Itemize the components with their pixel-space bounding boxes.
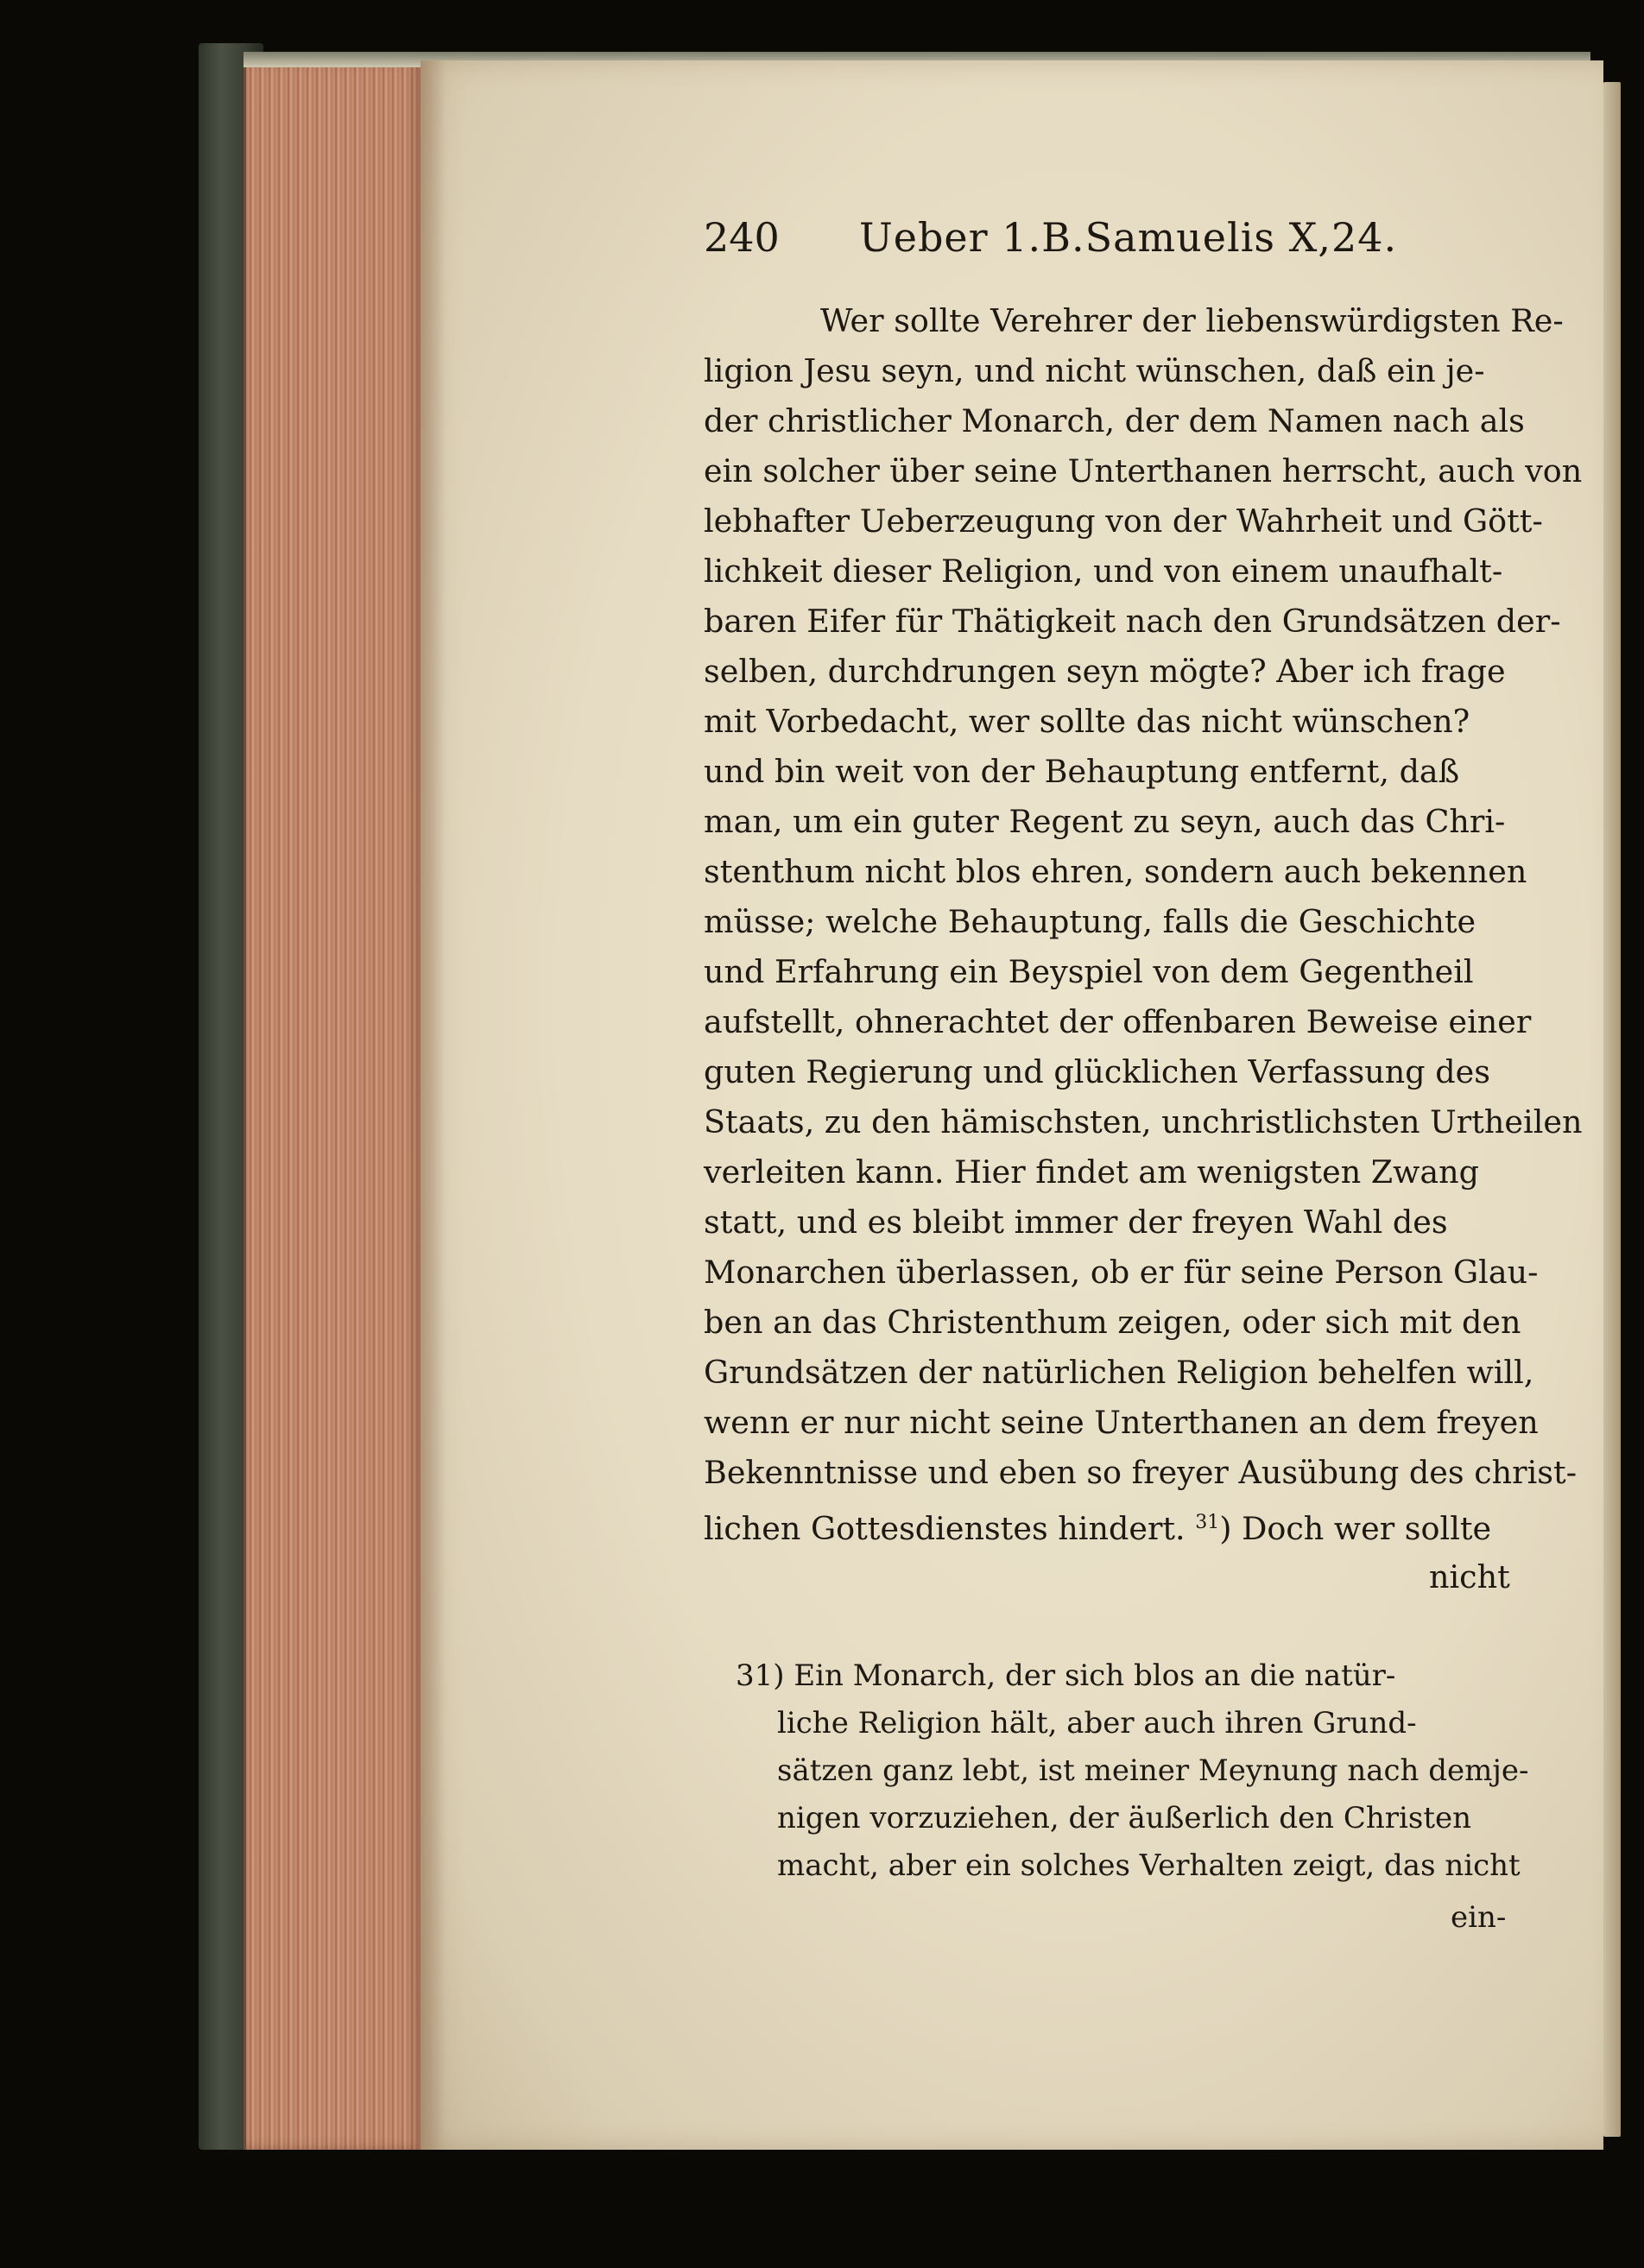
catchword: nicht xyxy=(1429,1558,1510,1595)
footnote-catchword: ein- xyxy=(1451,1900,1507,1935)
body-line: statt, und es bleibt immer der freyen Wahl des xyxy=(704,1203,1448,1241)
body-last-line-end: ) Doch wer sollte xyxy=(1219,1510,1492,1548)
page-number: 240 xyxy=(704,214,780,261)
body-line: man, um ein guter Regent zu seyn, auch das Chri- xyxy=(704,803,1506,840)
body-line: Staats, zu den hämischsten, unchristlichsten Urtheilen xyxy=(704,1103,1583,1140)
body-line: Monarchen überlassen, ob er für seine Person Glau- xyxy=(704,1254,1539,1291)
body-line: Grundsätzen der natürlichen Religion behelfen will, xyxy=(704,1354,1534,1391)
body-line: und Erfahrung ein Beyspiel von dem Gegentheil xyxy=(704,953,1474,990)
page-gutter-shadow xyxy=(420,60,445,2150)
body-line: Bekenntnisse und eben so freyer Ausübung des christ- xyxy=(704,1454,1578,1491)
body-line: selben, durchdrungen seyn mögte? Aber ich frage xyxy=(704,653,1506,690)
body-line: guten Regierung und glücklichen Verfassung des xyxy=(704,1053,1490,1090)
running-title: Ueber 1.B.Samuelis X,24. xyxy=(859,214,1398,261)
footnote-line: liche Religion hält, aber auch ihren Grund- xyxy=(777,1706,1417,1740)
body-line: aufstellt, ohnerachtet der offenbaren Beweise einer xyxy=(704,1003,1532,1040)
page-stack-edges xyxy=(243,60,423,2150)
body-line: und bin weit von der Behauptung entfernt, daß xyxy=(704,753,1460,790)
body-last-line xyxy=(704,1500,1491,1552)
body-line: müsse; welche Behauptung, falls die Geschichte xyxy=(704,903,1476,940)
body-line: stenthum nicht blos ehren, sondern auch bekennen xyxy=(704,853,1527,890)
body-line: Wer sollte Verehrer der liebenswürdigsten Re- xyxy=(820,302,1564,339)
footnote-line: sätzen ganz lebt, ist meiner Meynung nach demje- xyxy=(777,1753,1529,1788)
body-line: der christlicher Monarch, der dem Namen nach als xyxy=(704,402,1525,439)
body-line: baren Eifer für Thätigkeit nach den Grundsätzen der- xyxy=(704,603,1561,640)
page-header xyxy=(704,207,1515,268)
body-line: wenn er nur nicht seine Unterthanen an dem freyen xyxy=(704,1404,1539,1441)
body-line: lebhafter Ueberzeugung von der Wahrheit und Gött- xyxy=(704,502,1543,540)
footnote-line: nigen vorzuziehen, der äußerlich den Christen xyxy=(777,1801,1471,1835)
body-line: mit Vorbedacht, wer sollte das nicht wünschen? xyxy=(704,703,1470,740)
body-line: ligion Jesu seyn, und nicht wünschen, daß ein je- xyxy=(704,352,1485,389)
body-line: ben an das Christenthum zeigen, oder sich mit den xyxy=(704,1304,1521,1341)
footnote-line: 31) Ein Monarch, der sich blos an die natür- xyxy=(736,1658,1396,1693)
footnote-line: macht, aber ein solches Verhalten zeigt, das nicht xyxy=(777,1848,1521,1883)
body-line: ein solcher über seine Unterthanen herrscht, auch von xyxy=(704,452,1583,490)
footnote-reference: 31 xyxy=(1195,1512,1220,1533)
body-last-line-start: lichen Gottesdienstes hindert. xyxy=(704,1510,1186,1548)
body-line: verleiten kann. Hier findet am wenigsten Zwang xyxy=(704,1153,1480,1191)
next-page-edge xyxy=(1603,82,1621,2137)
body-line: lichkeit dieser Religion, und von einem unaufhalt- xyxy=(704,553,1503,590)
